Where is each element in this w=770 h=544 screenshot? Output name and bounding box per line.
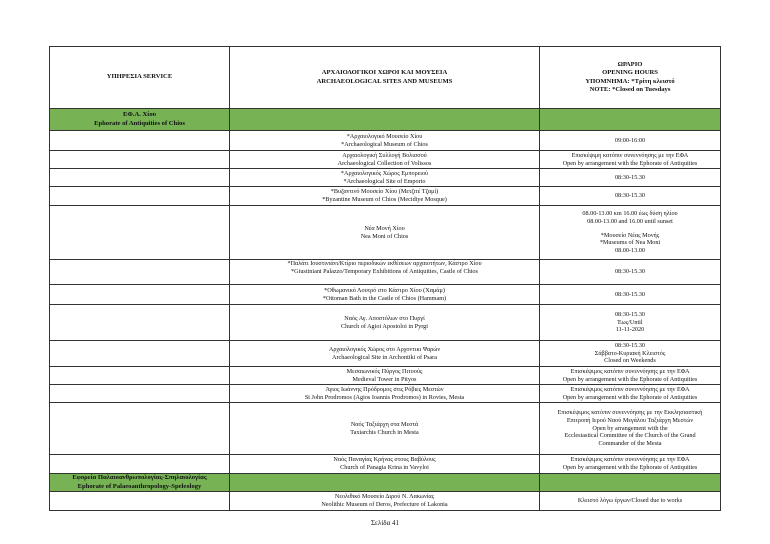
table-row [50, 187, 721, 206]
section-name: Εφορεία Παλαιοανθρωπολογίας-Σπηλαιολογίας Ephorate of Palaeoanthropology-Speleology [50, 474, 230, 492]
site-cell: Αρχαιολογικός Χώρος στο Αρχοντικι Ψαρών Archaeological Site in Archontiki of Psara [230, 341, 540, 367]
header-service: ΥΠΗΡΕΣΙΑ SERVICE [50, 47, 230, 109]
hours-cell: 08:30-15.30 [540, 260, 721, 285]
hours-cell: Επισκέψιμη κατόπιν συνεννόησης με την ΕΦΑ Open by arrangement with the Ephorate of Antiquities [540, 151, 721, 169]
table-row [50, 367, 721, 385]
table-row [50, 455, 721, 474]
hours-cell: 08.00-13.00 και 16.00 έως δύση ηλίου 08.00-13.00 and 16.00 until sunset *Μουσείο Νέας Μονής *Museums of Nea Moni 08.00-13.00 [540, 206, 721, 260]
header-sites: ΑΡΧΑΙΟΛΟΓΙΚΟΙ ΧΩΡΟΙ ΚΑΙ ΜΟΥΣΕΙΑ ARCHAEOLOGICAL SITES AND MUSEUMS [230, 47, 540, 109]
table-row [50, 169, 721, 187]
table-row [50, 151, 721, 169]
site-cell: Νεολιθικό Μουσείο Διρού Ν. Λακωνίας Neolithic Museum of Deros, Prefecture of Lakonia [230, 492, 540, 511]
table-header-row [50, 47, 721, 109]
site-cell: *Βυζαντινό Μουσείο Χίου (Μετζιτέ Τζαμί) *Byzantine Museum of Chios (Mecidiye Mosque) [230, 187, 540, 206]
table-row [50, 285, 721, 305]
opening-hours-table [49, 46, 721, 511]
hours-cell: Επισκέψιμος κατόπιν συνεννόησης με την ΕΦΑ Open by arrangement with the Ephorate of Antiquities [540, 385, 721, 403]
site-cell: Άγιος Ιωάννης Πρόδρομος στις Ρόβιες Μεστών St John Prodromos (Agios Ioannis Prodromos) in Rovies, Mesta [230, 385, 540, 403]
header-hours: ΩΡΑΡΙΟ OPENING HOURS ΥΠΟΜΝΗΜΑ: *Τρίτη κλειστό NOTE: *Closed on Tuesdays [540, 47, 721, 109]
hours-cell: 08:30-15.30 Σάββατο-Κυριακή Κλειστός Closed on Weekends [540, 341, 721, 367]
site-cell: Ναός Ταξιάρχη στα Μεστά Taxiarchis Church in Mesta [230, 403, 540, 455]
site-cell: Ναός Αγ. Αποστόλων στο Πυργί Church of Agioi Apostoloi in Pyrgi [230, 305, 540, 341]
table-row [50, 131, 721, 151]
table-row [50, 206, 721, 260]
table-row [50, 492, 721, 511]
hours-cell: 08:30-15.30 [540, 169, 721, 187]
table-row [50, 305, 721, 341]
hours-cell: Επισκέψιμος κατόπιν συνεννόησης με την ΕΦΑ Open by arrangement with the Ephorate of Antiquities [540, 367, 721, 385]
section-name: ΕΦ.Α. Χίου Ephorate of Antiquities of Chios [50, 109, 230, 131]
site-cell: *Αρχαιολογικός Χώρος Εμπορειού *Archaeological Site of Emporio [230, 169, 540, 187]
table-row [50, 341, 721, 367]
site-cell: *Παλάτι Ιουστινιάνι/Κτίριο περιοδικών εκθέσεων αρχαιοτήτων, Κάστρο Χίου *Giustiniani Palazzo/Temporary Exhibitions of Antiquities, Castle of Chios [230, 260, 540, 285]
hours-cell: 09:00-16:00 [540, 131, 721, 151]
table-row [50, 403, 721, 455]
site-cell: Μεσαιωνικός Πύργος Πιτυούς Medieval Tower in Pityos [230, 367, 540, 385]
site-cell: Αρχαιολογική Συλλογή Βολισσού Archaeological Collection of Volissos [230, 151, 540, 169]
site-cell: *Οθωμανικό Λουτρό στο Κάστρο Χίου (Χαμάμ) *Ottoman Bath in the Castle of Chios (Hammam) [230, 285, 540, 305]
hours-cell: 08:30-15.30 [540, 285, 721, 305]
site-cell: Νέα Μονή Χίου Nea Moni of Chios [230, 206, 540, 260]
hours-cell: Κλειστό λόγω έργων/Closed due to works [540, 492, 721, 511]
hours-cell: Επισκέψιμος κατόπιν συνεννόησης με την ΕΦΑ Open by arrangement with the Ephorate of Antiquities [540, 455, 721, 474]
page-number: Σελίδα 41 [370, 519, 399, 527]
hours-cell: 08:30-15.30 [540, 187, 721, 206]
site-cell: Ναός Παναγίας Κρήνας στους Βαβύλους Church of Panagia Krina in Vavyloi [230, 455, 540, 474]
section-row-chios [50, 109, 721, 131]
table-row [50, 260, 721, 285]
hours-cell: 08:30-15.30 Έως/Until 11-11-2020 [540, 305, 721, 341]
hours-cell: Επισκέψιμος κατόπιν συνεννόησης με την Εκκλησιαστική Επιτροπή Ιερού Ναού Μεγάλου Ταξιάρχη Μεστών Open by arrangement with the Ecclesiastical Committee of the Church of the Grand Commander of the Mesta [540, 403, 721, 455]
site-cell: *Αρχαιολογικό Μουσείο Χίου *Archaeological Museum of Chios [230, 131, 540, 151]
section-row-speleology [50, 474, 721, 492]
table-row [50, 385, 721, 403]
